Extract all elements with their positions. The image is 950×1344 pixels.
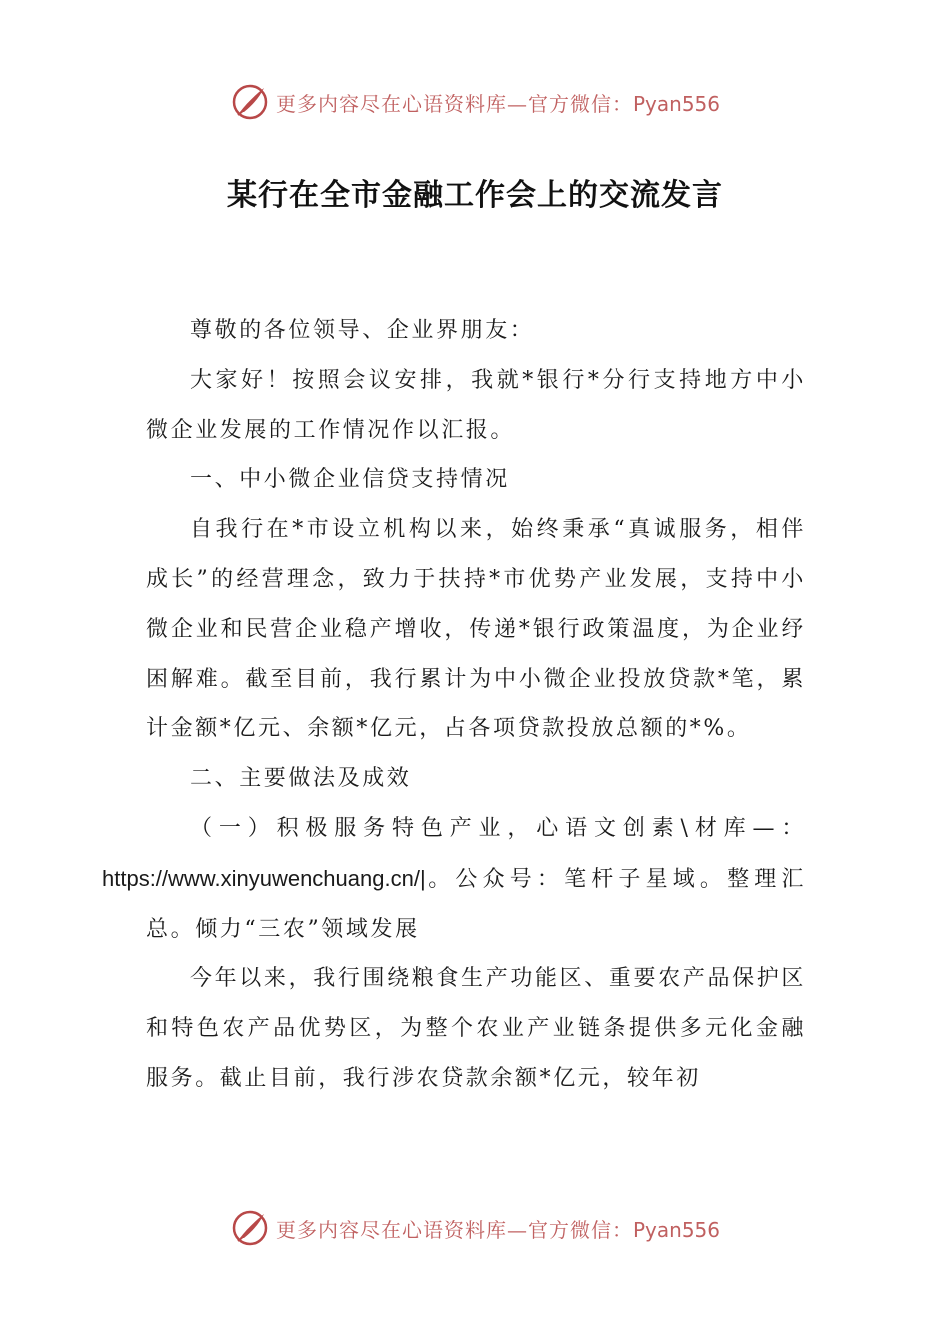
footer-banner xyxy=(0,1206,950,1250)
subsection-1-lead: （一）积极服务特色产业，心语文创素\材库—： xyxy=(190,815,806,841)
footer-banner-label: 更多内容尽在心语资料库—官方微信： xyxy=(275,1217,633,1242)
header-wechat-id: Pyan556 xyxy=(632,91,720,116)
page-title: 某行在全市金融工作会上的交流发言 xyxy=(227,178,723,213)
document-body xyxy=(102,306,806,1104)
footer-banner-text xyxy=(276,1214,720,1243)
subsection-1-heading xyxy=(102,804,806,954)
subsection-1-paragraph: 今年以来，我行围绕粮食生产功能区、重要农产品保护区和特色农产品优势区，为整个农业产业链条提供多元化金融服务。截止目前，我行涉农贷款余额*亿元，较年初 xyxy=(146,966,806,1091)
subsection-1-tail: 。公众号：笔杆子星域。整理汇总。倾力“三农”领域发展 xyxy=(146,866,806,942)
header-banner-label: 更多内容尽在心语资料库—官方微信： xyxy=(275,91,633,116)
section-2-heading: 二、主要做法及成效 xyxy=(190,766,412,792)
intro-paragraph: 大家好！按照会议安排，我就*银行*分行支持地方中小微企业发展的工作情况作以汇报。 xyxy=(146,367,806,443)
section-1-paragraph: 自我行在*市设立机构以来，始终秉承“真诚服务，相伴成长”的经营理念，致力于扶持*市优势产业发展，支持中小微企业和民营企业稳产增收，传递*银行政策温度，为企业纾困解难。截至目前，我行累计为中小微企业投放贷款*笔，累计金额*亿元、余额*亿元，占各项贷款投放总额的*%。 xyxy=(146,517,806,742)
website-url: https://www.xinyuwenchuang.cn/| xyxy=(102,865,426,891)
header-banner-text xyxy=(276,88,720,117)
footer-wechat-id: Pyan556 xyxy=(632,1217,720,1242)
header-banner xyxy=(0,80,950,124)
section-1-heading: 一、中小微企业信贷支持情况 xyxy=(190,467,510,493)
greeting: 尊敬的各位领导、企业界朋友： xyxy=(190,318,535,343)
quill-pen-logo-icon xyxy=(230,1208,270,1248)
quill-pen-logo-icon xyxy=(230,82,270,122)
